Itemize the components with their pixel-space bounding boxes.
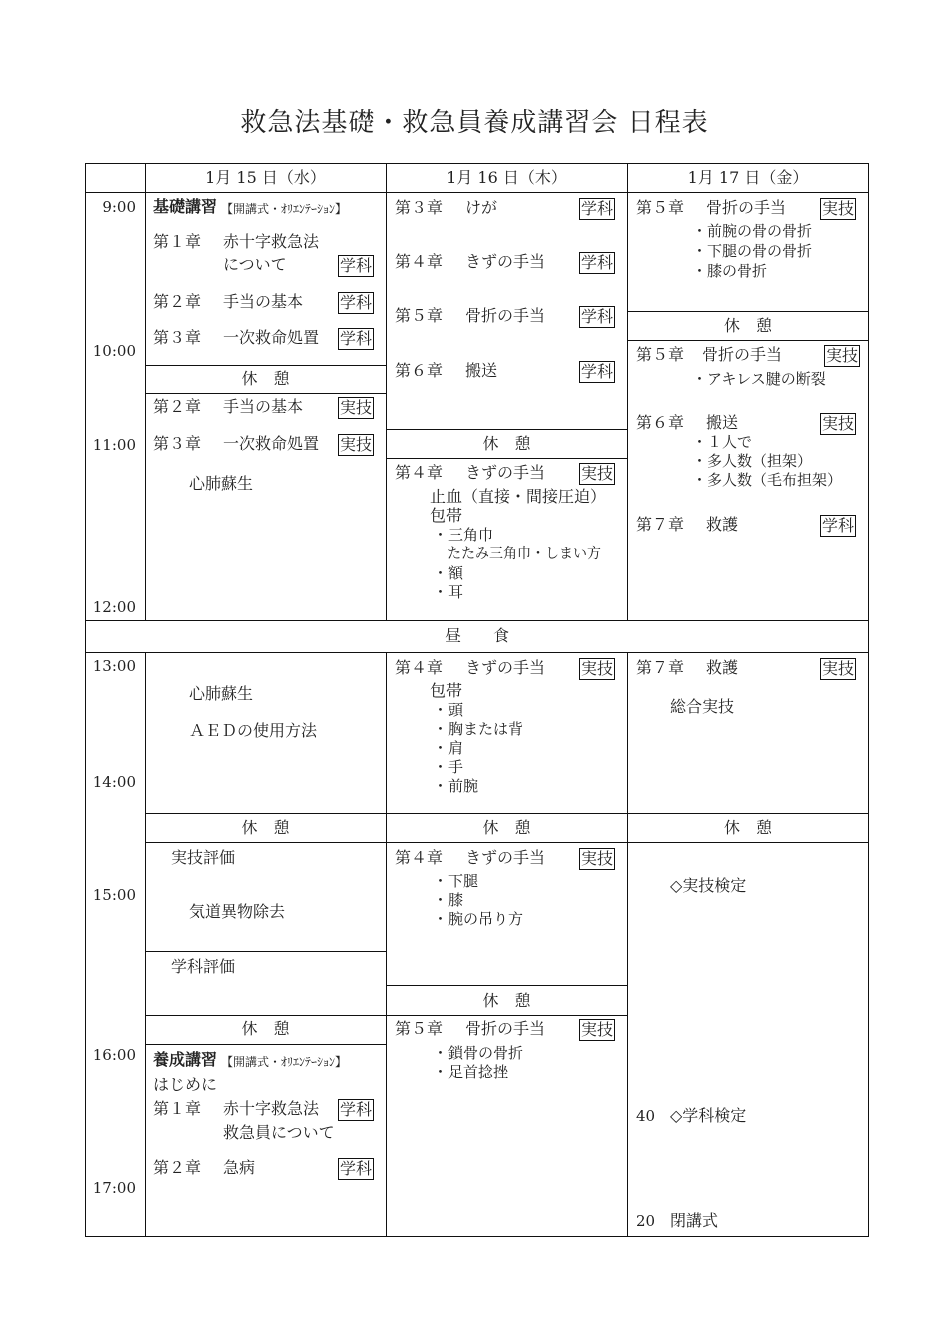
topic-item: ・額 (433, 564, 464, 582)
time-minute: 20 (636, 1212, 656, 1230)
topic-item: ・膝の骨折 (692, 262, 768, 280)
tag-gakka: 学科 (340, 293, 373, 312)
chapter-title: きずの手当 (465, 658, 546, 677)
break-label: 休 憩 (241, 369, 290, 388)
time-label: 10:00 (92, 342, 136, 360)
chapter-title: きずの手当 (465, 848, 546, 867)
chapter-title: 救護 (706, 515, 739, 534)
tag-jitsugi: 実技 (581, 659, 614, 678)
divider (145, 1044, 386, 1045)
chapter-num: 第６章 (636, 413, 685, 432)
break-label: 休 憩 (723, 316, 772, 335)
divider (627, 340, 869, 341)
tag-gakka: 学科 (340, 329, 373, 348)
tag-gakka: 学科 (581, 253, 614, 272)
chapter-num: 第５章 (636, 198, 685, 217)
tag-jitsugi: 実技 (822, 659, 855, 678)
break-label: 休 憩 (241, 1019, 290, 1038)
course-note: 【開講式・ｵﾘｴﾝﾃｰｼｮﾝ】 (221, 1055, 348, 1069)
chapter-title: 一次救命処置 (223, 328, 320, 347)
topic-item: ・肩 (433, 739, 464, 757)
topic-item: たたみ三角巾・しまい方 (447, 546, 601, 562)
chapter-title: 搬送 (465, 361, 498, 380)
chapter-title: 搬送 (706, 413, 739, 432)
time-label: 14:00 (92, 773, 136, 791)
page-title: 救急法基礎・救急員養成講習会 日程表 (240, 108, 709, 138)
topic-item: 止血（直接・間接圧迫） (430, 487, 607, 506)
divider (627, 311, 869, 312)
topic-item: ・１人で (692, 433, 753, 451)
chapter-num: 第７章 (636, 658, 685, 677)
topic-item: 気道異物除去 (189, 902, 286, 921)
chapter-num: 第４章 (395, 463, 444, 482)
chapter-num: 第４章 (395, 252, 444, 271)
divider (145, 951, 386, 952)
day-header-3: 1月 17 日（金） (687, 168, 809, 187)
chapter-title: 赤十字救急法 (223, 1099, 320, 1118)
topic-item: 心肺蘇生 (189, 474, 254, 493)
break-label: 休 憩 (482, 818, 531, 837)
tag-jitsugi: 実技 (581, 464, 614, 483)
chapter-title: きずの手当 (465, 252, 546, 271)
topic-item: ・多人数（担架） (692, 452, 813, 470)
chapter-num: 第１章 (153, 1099, 202, 1118)
divider (627, 163, 628, 620)
chapter-title: 骨折の手当 (706, 198, 787, 217)
chapter-title: 急病 (223, 1158, 256, 1177)
chapter-num: 第２章 (153, 1158, 202, 1177)
divider (386, 652, 387, 1237)
tag-gakka: 学科 (340, 1159, 373, 1178)
chapter-num: 第６章 (395, 361, 444, 380)
tag-jitsugi: 実技 (581, 1020, 614, 1039)
time-label: 9:00 (102, 198, 136, 216)
chapter-num: 第５章 (395, 306, 444, 325)
chapter-num: 第４章 (395, 658, 444, 677)
topic-item: ・下腿 (433, 872, 479, 890)
exam-item: ◇実技検定 (670, 876, 747, 895)
divider (145, 1015, 386, 1016)
chapter-title: 一次救命処置 (223, 434, 320, 453)
tag-jitsugi: 実技 (826, 346, 859, 365)
topic-item: 包帯 (430, 681, 463, 700)
topic-item: ・下腿の骨の骨折 (692, 242, 813, 260)
chapter-num: 第２章 (153, 292, 202, 311)
topic-item: 学科評価 (171, 957, 236, 976)
tag-gakka: 学科 (581, 362, 614, 381)
divider (386, 985, 627, 986)
tag-gakka: 学科 (822, 516, 855, 535)
divider (145, 365, 386, 366)
tag-gakka: 学科 (340, 1100, 373, 1119)
chapter-title: 赤十字救急法 (223, 232, 320, 251)
time-label: 11:00 (92, 436, 136, 454)
divider (145, 163, 146, 620)
topic-item: ・耳 (433, 583, 464, 601)
divider (145, 393, 386, 394)
chapter-num: 第５章 (636, 345, 685, 364)
chapter-num: 第３章 (153, 434, 202, 453)
day-header-2: 1月 16 日（木） (446, 168, 567, 187)
chapter-title: 救急員について (223, 1123, 335, 1142)
break-label: 休 憩 (482, 991, 531, 1010)
topic-item: ・足首捻挫 (433, 1063, 509, 1081)
topic-item: はじめに (153, 1075, 218, 1094)
topic-item: ・膝 (433, 891, 464, 909)
chapter-title: 骨折の手当 (465, 1019, 546, 1038)
topic-item: ＡＥＤの使用方法 (189, 721, 318, 740)
tag-jitsugi: 実技 (340, 398, 373, 417)
time-label: 16:00 (92, 1046, 136, 1064)
topic-item: ・多人数（毛布担架） (692, 471, 843, 489)
chapter-title: きずの手当 (465, 463, 546, 482)
break-label: 休 憩 (482, 434, 531, 453)
divider (85, 620, 869, 621)
chapter-title: けが (465, 198, 498, 217)
time-label: 12:00 (92, 598, 136, 616)
topic-item: 心肺蘇生 (189, 684, 254, 703)
chapter-title: 骨折の手当 (702, 345, 783, 364)
day-header-1: 1月 15 日（水） (205, 168, 326, 187)
course-title: 養成講習 (153, 1050, 218, 1069)
divider (386, 458, 627, 459)
topic-item: 総合実技 (670, 697, 735, 716)
tag-gakka: 学科 (581, 199, 614, 218)
tag-jitsugi: 実技 (822, 414, 855, 433)
topic-item: ・腕の吊り方 (433, 910, 524, 928)
divider (145, 842, 869, 843)
time-label: 13:00 (92, 657, 136, 675)
tag-jitsugi: 実技 (822, 199, 855, 218)
break-label: 休 憩 (723, 818, 772, 837)
chapter-num: 第３章 (395, 198, 444, 217)
divider (85, 192, 869, 193)
chapter-num: 第７章 (636, 515, 685, 534)
chapter-title: について (223, 255, 287, 274)
divider (145, 652, 146, 1237)
chapter-num: 第４章 (395, 848, 444, 867)
break-label: 休 憩 (241, 818, 290, 837)
topic-item: ・前腕 (433, 777, 479, 795)
chapter-num: 第２章 (153, 397, 202, 416)
topic-item: 包帯 (430, 506, 463, 525)
tag-jitsugi: 実技 (581, 849, 614, 868)
chapter-num: 第３章 (153, 328, 202, 347)
tag-jitsugi: 実技 (340, 435, 373, 454)
divider (627, 652, 628, 1237)
chapter-title: 骨折の手当 (465, 306, 546, 325)
tag-gakka: 学科 (340, 256, 373, 275)
chapter-title: 手当の基本 (223, 292, 304, 311)
topic-item: ・手 (433, 758, 464, 776)
divider (386, 1015, 627, 1016)
divider (386, 429, 627, 430)
course-title: 基礎講習 (153, 197, 218, 216)
time-label: 17:00 (92, 1179, 136, 1197)
chapter-title: 救護 (706, 658, 739, 677)
topic-item: ・三角巾 (433, 526, 494, 544)
topic-item: 実技評価 (171, 848, 236, 867)
time-label: 15:00 (92, 886, 136, 904)
chapter-num: 第５章 (395, 1019, 444, 1038)
topic-item: ・前腕の骨の骨折 (692, 222, 813, 240)
divider (85, 652, 869, 653)
closing-ceremony: 閉講式 (670, 1211, 719, 1230)
tag-gakka: 学科 (581, 307, 614, 326)
chapter-title: 手当の基本 (223, 397, 304, 416)
course-note: 【開講式・ｵﾘｴﾝﾃｰｼｮﾝ】 (221, 202, 348, 216)
topic-item: ・頭 (433, 701, 464, 719)
divider (145, 813, 869, 814)
chapter-num: 第１章 (153, 232, 202, 251)
divider (386, 163, 387, 620)
topic-item: ・胸または背 (433, 720, 524, 738)
lunch-label: 昼 食 (444, 626, 509, 645)
topic-item: ・鎖骨の骨折 (433, 1044, 524, 1062)
exam-item: ◇学科検定 (670, 1106, 747, 1125)
time-minute: 40 (636, 1107, 656, 1125)
topic-item: ・アキレス腱の断裂 (692, 370, 826, 388)
